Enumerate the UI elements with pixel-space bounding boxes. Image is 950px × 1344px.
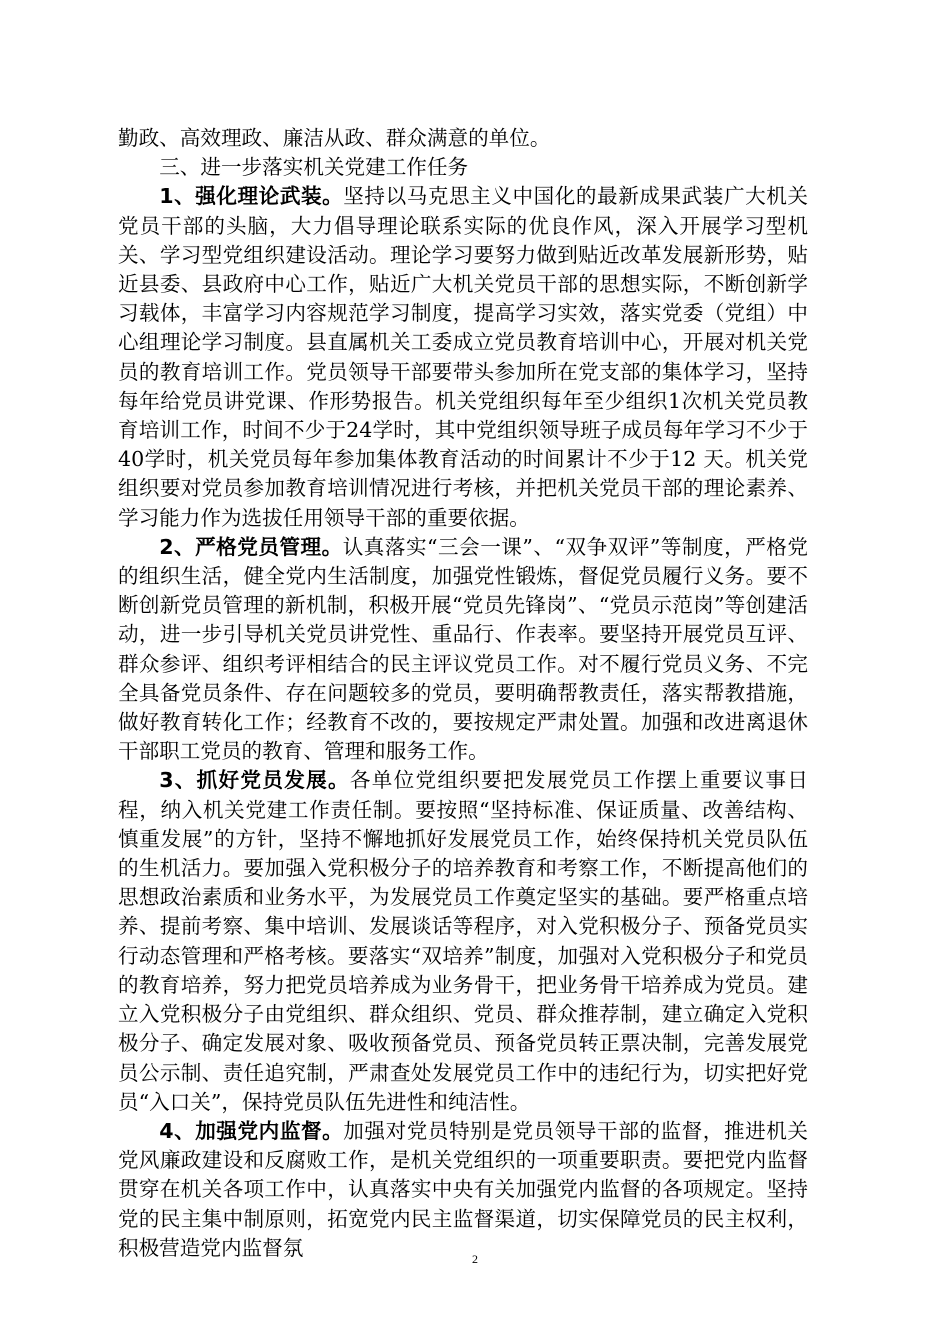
paragraph-development	[118, 766, 808, 1116]
paragraph-lead: 2、严格党员管理。	[159, 534, 343, 559]
paragraph-theory	[118, 182, 808, 532]
paragraph-body: 认真落实“三会一课”、“双争双评”等制度，严格党的组织生活，健全党内生活制度，加强党性锻炼，督促党员履行义务。要不断创新党员管理的新机制，积极开展“党员先锋岗”、“党员示范岗”等创建活动，进一步引导机关党员讲党性、重品行、作表率。要坚持开展党员互评、群众参评、组织考评相结合的民主评议党员工作。对不履行党员义务、不完全具备党员条件、存在问题较多的党员，要明确帮教责任，落实帮教措施，做好教育转化工作；经教育不改的，要按规定严肃处置。加强和改进离退休干部职工党员的教育、管理和服务工作。	[118, 534, 808, 764]
document-body	[118, 124, 808, 1263]
page-number: 2	[472, 1252, 478, 1266]
section-heading: 三、进一步落实机关党建工作任务	[159, 155, 469, 180]
paragraph-lead: 4、加强党内监督。	[159, 1118, 344, 1143]
paragraph-lead: 3、抓好党员发展。	[159, 768, 350, 793]
paragraph-body: 加强对党员特别是党员领导干部的监督，推进机关党风廉政建设和反腐败工作，是机关党组织的一项重要职责。要把党内监督贯穿在机关各项工作中，认真落实中央有关加强党内监督的各项规定。坚持党的民主集中制原则，拓宽党内民主监督渠道，切实保障党员的民主权利，积极营造党内监督氛	[118, 1118, 808, 1260]
paragraph-body: 坚持以马克思主义中国化的最新成果武装广大机关党员干部的头脑，大力倡导理论联系实际的优良作风，深入开展学习型机关、学习型党组织建设活动。理论学习要努力做到贴近改革发展新形势，贴近县委、县政府中心工作，贴近广大机关党员干部的思想实际，不断创新学习载体，丰富学习内容规范学习制度，提高学习实效，落实党委（党组）中心组理论学习制度。县直属机关工委成立党员教育培训中心，开展对机关党员的教育培训工作。党员领导干部要带头参加所在党支部的集体学习，坚持每年给党员讲党课、作形势报告。机关党组织每年至少组织1次机关党员教育培训工作，时间不少于24学时，其中党组织领导班子成员每年学习不少于40学时，机关党员每年参加集体教育活动的时间累计不少于12 天。机关党组织要对党员参加教育培训情况进行考核，并把机关党员干部的理论素养、学习能力作为选拔任用领导干部的重要依据。	[118, 184, 808, 530]
paragraph-lead: 1、强化理论武装。	[159, 184, 344, 209]
paragraph-management	[118, 533, 808, 767]
continuation-paragraph: 勤政、高效理政、廉洁从政、群众满意的单位。	[118, 126, 551, 150]
paragraph-supervision	[118, 1117, 808, 1263]
paragraph-body: 各单位党组织要把发展党员工作摆上重要议事日程，纳入机关党建工作责任制。要按照“坚持标准、保证质量、改善结构、慎重发展”的方针，坚持不懈地抓好发展党员工作，始终保持机关党员队伍的生机活力。要加强入党积极分子的培养教育和考察工作，不断提高他们的思想政治素质和业务水平，为发展党员工作奠定坚实的基础。要严格重点培养、提前考察、集中培训、发展谈话等程序，对入党积极分子、预备党员实行动态管理和严格考核。要落实“双培养”制度，加强对入党积极分子和党员的教育培养，努力把党员培养成为业务骨干，把业务骨干培养成为党员。建立入党积极分子由党组织、群众组织、党员、群众推荐制，建立确定入党积极分子、确定发展对象、吸收预备党员、预备党员转正票决制，完善发展党员公示制、责任追究制，严肃查处发展党员工作中的违纪行为，切实把好党员“入口关”，保持党员队伍先进性和纯洁性。	[118, 768, 808, 1114]
